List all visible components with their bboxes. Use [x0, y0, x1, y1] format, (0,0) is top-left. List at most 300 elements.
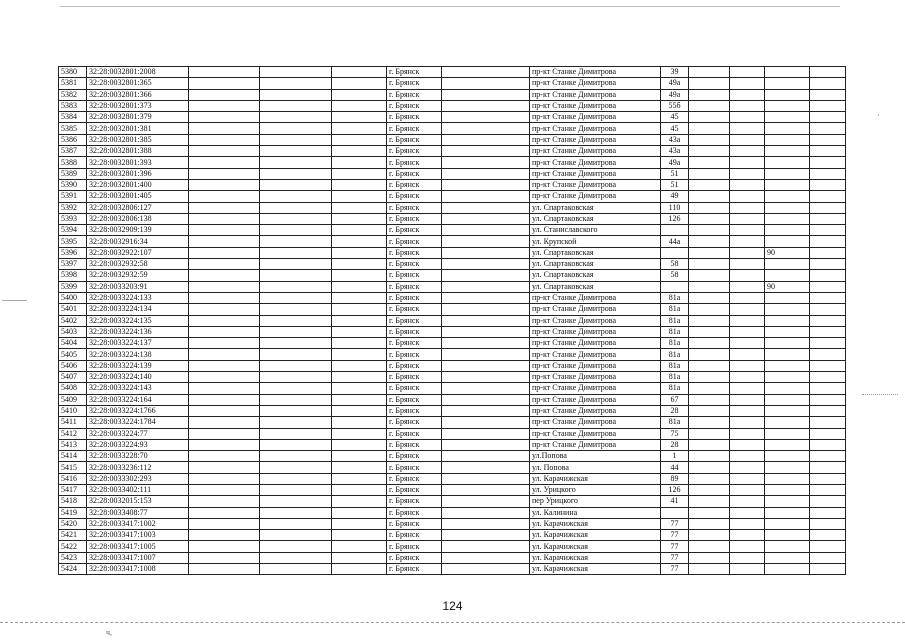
- empty-cell: [442, 78, 530, 89]
- empty-cell: [332, 462, 387, 473]
- empty-cell: [189, 405, 260, 416]
- street-cell: пр-кт Станке Димитрова: [530, 191, 661, 202]
- empty-cell: [332, 383, 387, 394]
- empty-cell: [332, 225, 387, 236]
- city-cell: г. Брянск: [387, 372, 442, 383]
- city-cell: г. Брянск: [387, 292, 442, 303]
- empty-cell: [332, 134, 387, 145]
- empty-cell: [332, 484, 387, 495]
- empty-cell: [260, 213, 332, 224]
- cadastral-number-cell: 32:28:0032015:153: [87, 496, 189, 507]
- row-number-cell: 5388: [59, 157, 87, 168]
- city-cell: г. Брянск: [387, 270, 442, 281]
- cadastral-number-cell: 32:28:0032801:388: [87, 146, 189, 157]
- empty-cell: [189, 564, 260, 575]
- table-row: [59, 439, 846, 450]
- house-cell: 81а: [661, 304, 689, 315]
- empty-cell: [260, 417, 332, 428]
- house-cell: 126: [661, 213, 689, 224]
- street-cell: пр-кт Станке Димитрова: [530, 100, 661, 111]
- table-row: [59, 191, 846, 202]
- cadastral-number-cell: 32:28:0033224:93: [87, 439, 189, 450]
- empty-cell: [810, 259, 846, 270]
- row-number-cell: 5400: [59, 292, 87, 303]
- cadastral-number-cell: 32:28:0033203:91: [87, 281, 189, 292]
- row-number-cell: 5402: [59, 315, 87, 326]
- empty-cell: [442, 202, 530, 213]
- empty-cell: [730, 67, 765, 78]
- flat-cell: [765, 439, 810, 450]
- empty-cell: [189, 394, 260, 405]
- empty-cell: [689, 100, 730, 111]
- bottom-left-mark: ч,: [106, 628, 113, 637]
- cadastral-number-cell: 32:28:0032801:396: [87, 168, 189, 179]
- city-cell: г. Брянск: [387, 168, 442, 179]
- city-cell: г. Брянск: [387, 530, 442, 541]
- empty-cell: [442, 496, 530, 507]
- empty-cell: [442, 225, 530, 236]
- empty-cell: [810, 462, 846, 473]
- empty-cell: [332, 552, 387, 563]
- empty-cell: [810, 123, 846, 134]
- house-cell: 55б: [661, 100, 689, 111]
- flat-cell: [765, 168, 810, 179]
- street-cell: пр-кт Станке Димитрова: [530, 315, 661, 326]
- empty-cell: [189, 417, 260, 428]
- empty-cell: [689, 530, 730, 541]
- page-number: 124: [442, 599, 463, 613]
- street-cell: пр-кт Станке Димитрова: [530, 372, 661, 383]
- empty-cell: [689, 383, 730, 394]
- house-cell: 49а: [661, 157, 689, 168]
- city-cell: г. Брянск: [387, 564, 442, 575]
- empty-cell: [689, 564, 730, 575]
- street-cell: пр-кт Станке Димитрова: [530, 428, 661, 439]
- cadastral-number-cell: 32:28:0033417:1007: [87, 552, 189, 563]
- city-cell: г. Брянск: [387, 417, 442, 428]
- empty-cell: [689, 304, 730, 315]
- city-cell: г. Брянск: [387, 236, 442, 247]
- empty-cell: [810, 191, 846, 202]
- empty-cell: [810, 292, 846, 303]
- empty-cell: [689, 78, 730, 89]
- empty-cell: [730, 89, 765, 100]
- table-row: [59, 326, 846, 337]
- house-cell: 49: [661, 191, 689, 202]
- empty-cell: [442, 451, 530, 462]
- flat-cell: 90: [765, 247, 810, 258]
- empty-cell: [810, 247, 846, 258]
- row-number-cell: 5397: [59, 259, 87, 270]
- house-cell: 81а: [661, 315, 689, 326]
- empty-cell: [730, 451, 765, 462]
- empty-cell: [332, 451, 387, 462]
- table-row: [59, 225, 846, 236]
- empty-cell: [332, 304, 387, 315]
- row-number-cell: 5414: [59, 451, 87, 462]
- table-row: [59, 496, 846, 507]
- house-cell: [661, 281, 689, 292]
- table-body: [59, 67, 846, 575]
- empty-cell: [730, 112, 765, 123]
- city-cell: г. Брянск: [387, 134, 442, 145]
- empty-cell: [689, 541, 730, 552]
- empty-cell: [730, 338, 765, 349]
- empty-cell: [810, 112, 846, 123]
- empty-cell: [260, 383, 332, 394]
- empty-cell: [730, 405, 765, 416]
- house-cell: 77: [661, 541, 689, 552]
- cadastral-number-cell: 32:28:0033408:77: [87, 507, 189, 518]
- empty-cell: [189, 281, 260, 292]
- empty-cell: [189, 372, 260, 383]
- row-number-cell: 5420: [59, 518, 87, 529]
- table-row: [59, 462, 846, 473]
- empty-cell: [730, 259, 765, 270]
- empty-cell: [189, 225, 260, 236]
- street-cell: ул.Попова: [530, 451, 661, 462]
- empty-cell: [189, 100, 260, 111]
- city-cell: г. Брянск: [387, 67, 442, 78]
- right-margin-mark: ·: [877, 110, 880, 120]
- street-cell: ул. Карачижская: [530, 552, 661, 563]
- empty-cell: [332, 496, 387, 507]
- flat-cell: [765, 451, 810, 462]
- house-cell: 77: [661, 518, 689, 529]
- house-cell: 45: [661, 112, 689, 123]
- empty-cell: [689, 134, 730, 145]
- empty-cell: [442, 530, 530, 541]
- street-cell: ул. Крупской: [530, 236, 661, 247]
- street-cell: пр-кт Станке Димитрова: [530, 123, 661, 134]
- empty-cell: [689, 394, 730, 405]
- empty-cell: [810, 134, 846, 145]
- empty-cell: [730, 270, 765, 281]
- empty-cell: [260, 168, 332, 179]
- empty-cell: [810, 213, 846, 224]
- empty-cell: [689, 349, 730, 360]
- flat-cell: [765, 89, 810, 100]
- table-row: [59, 428, 846, 439]
- empty-cell: [260, 179, 332, 190]
- empty-cell: [442, 157, 530, 168]
- cadastral-number-cell: 32:28:0032916:34: [87, 236, 189, 247]
- empty-cell: [260, 123, 332, 134]
- house-cell: 49а: [661, 78, 689, 89]
- flat-cell: [765, 78, 810, 89]
- table-row: [59, 518, 846, 529]
- house-cell: [661, 225, 689, 236]
- city-cell: г. Брянск: [387, 338, 442, 349]
- empty-cell: [810, 100, 846, 111]
- empty-cell: [189, 383, 260, 394]
- empty-cell: [260, 100, 332, 111]
- cadastral-number-cell: 32:28:0033417:1008: [87, 564, 189, 575]
- street-cell: ул. Карачижская: [530, 564, 661, 575]
- empty-cell: [332, 507, 387, 518]
- flat-cell: [765, 202, 810, 213]
- street-cell: пр-кт Станке Димитрова: [530, 168, 661, 179]
- street-cell: пр-кт Станке Димитрова: [530, 292, 661, 303]
- city-cell: г. Брянск: [387, 541, 442, 552]
- flat-cell: [765, 191, 810, 202]
- empty-cell: [189, 191, 260, 202]
- empty-cell: [689, 507, 730, 518]
- table-row: [59, 372, 846, 383]
- city-cell: г. Брянск: [387, 349, 442, 360]
- house-cell: 81а: [661, 360, 689, 371]
- empty-cell: [442, 179, 530, 190]
- street-cell: пр-кт Станке Димитрова: [530, 89, 661, 100]
- street-cell: ул. Спартаковская: [530, 281, 661, 292]
- empty-cell: [189, 213, 260, 224]
- cadastral-number-cell: 32:28:0033224:164: [87, 394, 189, 405]
- empty-cell: [689, 157, 730, 168]
- bottom-scan-edge: [0, 622, 905, 623]
- empty-cell: [730, 564, 765, 575]
- empty-cell: [730, 100, 765, 111]
- empty-cell: [730, 247, 765, 258]
- row-number-cell: 5401: [59, 304, 87, 315]
- cadastral-number-cell: 32:28:0033228:70: [87, 451, 189, 462]
- house-cell: 81а: [661, 383, 689, 394]
- city-cell: г. Брянск: [387, 191, 442, 202]
- empty-cell: [810, 507, 846, 518]
- empty-cell: [442, 473, 530, 484]
- flat-cell: [765, 236, 810, 247]
- empty-cell: [260, 518, 332, 529]
- table-row: [59, 405, 846, 416]
- cadastral-number-cell: 32:28:0033224:136: [87, 326, 189, 337]
- city-cell: г. Брянск: [387, 157, 442, 168]
- city-cell: г. Брянск: [387, 507, 442, 518]
- house-cell: 81а: [661, 349, 689, 360]
- empty-cell: [332, 541, 387, 552]
- empty-cell: [260, 304, 332, 315]
- empty-cell: [332, 394, 387, 405]
- empty-cell: [689, 484, 730, 495]
- table-row: [59, 123, 846, 134]
- empty-cell: [442, 168, 530, 179]
- flat-cell: [765, 417, 810, 428]
- empty-cell: [810, 417, 846, 428]
- empty-cell: [689, 213, 730, 224]
- empty-cell: [442, 405, 530, 416]
- empty-cell: [442, 518, 530, 529]
- house-cell: 28: [661, 405, 689, 416]
- empty-cell: [442, 134, 530, 145]
- empty-cell: [689, 518, 730, 529]
- table-row: [59, 247, 846, 258]
- empty-cell: [730, 281, 765, 292]
- empty-cell: [442, 112, 530, 123]
- house-cell: 77: [661, 552, 689, 563]
- empty-cell: [189, 428, 260, 439]
- empty-cell: [730, 315, 765, 326]
- empty-cell: [730, 360, 765, 371]
- empty-cell: [810, 326, 846, 337]
- flat-cell: [765, 338, 810, 349]
- cadastral-number-cell: 32:28:0033417:1003: [87, 530, 189, 541]
- flat-cell: [765, 349, 810, 360]
- empty-cell: [810, 146, 846, 157]
- empty-cell: [730, 530, 765, 541]
- row-number-cell: 5423: [59, 552, 87, 563]
- empty-cell: [730, 236, 765, 247]
- empty-cell: [442, 394, 530, 405]
- street-cell: пер Урицкого: [530, 496, 661, 507]
- cadastral-number-cell: 32:28:0032922:107: [87, 247, 189, 258]
- empty-cell: [260, 372, 332, 383]
- table-row: [59, 292, 846, 303]
- flat-cell: [765, 157, 810, 168]
- empty-cell: [730, 473, 765, 484]
- empty-cell: [442, 236, 530, 247]
- row-number-cell: 5408: [59, 383, 87, 394]
- row-number-cell: 5415: [59, 462, 87, 473]
- cadastral-number-cell: 32:28:0033224:77: [87, 428, 189, 439]
- empty-cell: [260, 541, 332, 552]
- empty-cell: [810, 67, 846, 78]
- empty-cell: [189, 112, 260, 123]
- empty-cell: [332, 100, 387, 111]
- row-number-cell: 5384: [59, 112, 87, 123]
- empty-cell: [332, 191, 387, 202]
- empty-cell: [810, 89, 846, 100]
- empty-cell: [260, 236, 332, 247]
- empty-cell: [442, 360, 530, 371]
- empty-cell: [442, 417, 530, 428]
- empty-cell: [332, 315, 387, 326]
- empty-cell: [689, 292, 730, 303]
- empty-cell: [260, 439, 332, 450]
- street-cell: ул. Спартаковская: [530, 247, 661, 258]
- row-number-cell: 5382: [59, 89, 87, 100]
- city-cell: г. Брянск: [387, 78, 442, 89]
- empty-cell: [730, 304, 765, 315]
- row-number-cell: 5391: [59, 191, 87, 202]
- empty-cell: [189, 541, 260, 552]
- table-row: [59, 417, 846, 428]
- street-cell: пр-кт Станке Димитрова: [530, 349, 661, 360]
- empty-cell: [689, 259, 730, 270]
- cadastral-number-cell: 32:28:0032932:58: [87, 259, 189, 270]
- empty-cell: [332, 146, 387, 157]
- table-row: [59, 179, 846, 190]
- empty-cell: [810, 564, 846, 575]
- house-cell: 43а: [661, 134, 689, 145]
- empty-cell: [810, 315, 846, 326]
- cadastral-number-cell: 32:28:0033224:139: [87, 360, 189, 371]
- empty-cell: [260, 247, 332, 258]
- empty-cell: [810, 496, 846, 507]
- empty-cell: [730, 78, 765, 89]
- cadastral-number-cell: 32:28:0033224:140: [87, 372, 189, 383]
- row-number-cell: 5416: [59, 473, 87, 484]
- empty-cell: [332, 372, 387, 383]
- flat-cell: [765, 123, 810, 134]
- house-cell: 81а: [661, 417, 689, 428]
- empty-cell: [442, 507, 530, 518]
- empty-cell: [189, 360, 260, 371]
- empty-cell: [332, 270, 387, 281]
- flat-cell: [765, 564, 810, 575]
- flat-cell: [765, 428, 810, 439]
- empty-cell: [189, 338, 260, 349]
- empty-cell: [689, 112, 730, 123]
- empty-cell: [189, 157, 260, 168]
- empty-cell: [810, 530, 846, 541]
- empty-cell: [189, 507, 260, 518]
- row-number-cell: 5403: [59, 326, 87, 337]
- city-cell: г. Брянск: [387, 552, 442, 563]
- cadastral-registry-table: [58, 66, 846, 575]
- cadastral-number-cell: 32:28:0032909:139: [87, 225, 189, 236]
- cadastral-number-cell: 32:28:0033224:134: [87, 304, 189, 315]
- empty-cell: [810, 225, 846, 236]
- empty-cell: [332, 292, 387, 303]
- street-cell: пр-кт Станке Димитрова: [530, 417, 661, 428]
- cadastral-number-cell: 32:28:0032801:2008: [87, 67, 189, 78]
- row-number-cell: 5409: [59, 394, 87, 405]
- house-cell: 81а: [661, 338, 689, 349]
- city-cell: г. Брянск: [387, 123, 442, 134]
- table-row: [59, 552, 846, 563]
- street-cell: ул. Спартаковская: [530, 213, 661, 224]
- empty-cell: [810, 484, 846, 495]
- empty-cell: [810, 518, 846, 529]
- empty-cell: [442, 326, 530, 337]
- street-cell: ул. Спартаковская: [530, 270, 661, 281]
- row-number-cell: 5386: [59, 134, 87, 145]
- empty-cell: [442, 439, 530, 450]
- empty-cell: [810, 338, 846, 349]
- house-cell: [661, 247, 689, 258]
- row-number-cell: 5406: [59, 360, 87, 371]
- empty-cell: [189, 89, 260, 100]
- street-cell: пр-кт Станке Димитрова: [530, 338, 661, 349]
- flat-cell: [765, 326, 810, 337]
- house-cell: 45: [661, 123, 689, 134]
- empty-cell: [332, 564, 387, 575]
- flat-cell: [765, 507, 810, 518]
- empty-cell: [442, 67, 530, 78]
- empty-cell: [260, 67, 332, 78]
- cadastral-number-cell: 32:28:0032801:366: [87, 89, 189, 100]
- flat-cell: [765, 315, 810, 326]
- table-row: [59, 281, 846, 292]
- empty-cell: [189, 134, 260, 145]
- table-row: [59, 259, 846, 270]
- empty-cell: [730, 168, 765, 179]
- empty-cell: [730, 292, 765, 303]
- row-number-cell: 5389: [59, 168, 87, 179]
- empty-cell: [332, 259, 387, 270]
- empty-cell: [260, 484, 332, 495]
- empty-cell: [689, 270, 730, 281]
- street-cell: ул. Карачижская: [530, 473, 661, 484]
- empty-cell: [189, 123, 260, 134]
- empty-cell: [332, 473, 387, 484]
- empty-cell: [810, 428, 846, 439]
- cadastral-number-cell: 32:28:0032801:405: [87, 191, 189, 202]
- row-number-cell: 5396: [59, 247, 87, 258]
- row-number-cell: 5407: [59, 372, 87, 383]
- empty-cell: [260, 202, 332, 213]
- table-row: [59, 157, 846, 168]
- empty-cell: [810, 451, 846, 462]
- house-cell: 41: [661, 496, 689, 507]
